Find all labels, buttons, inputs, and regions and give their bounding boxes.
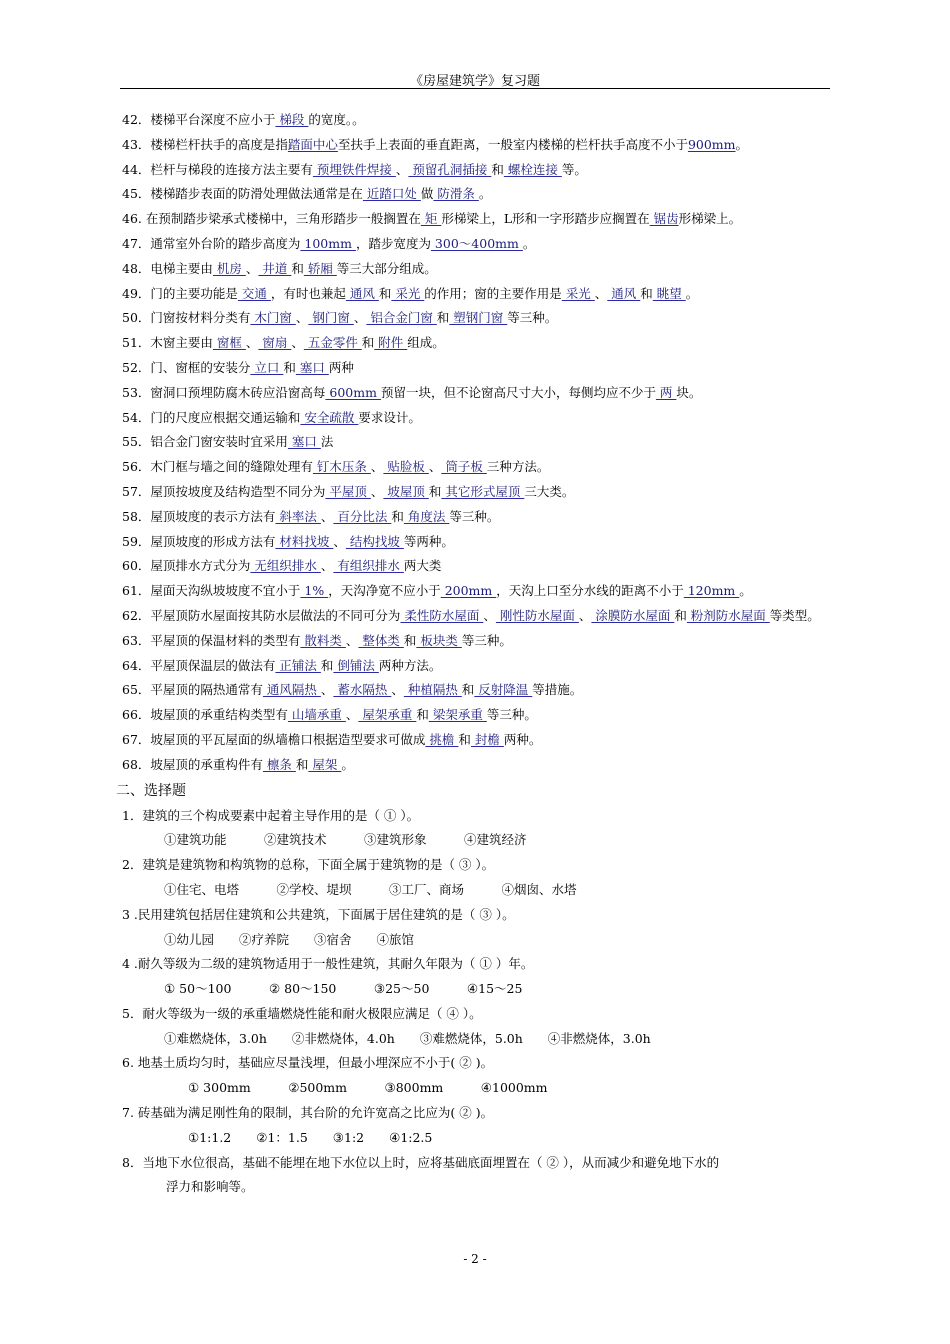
answer-text: 交通 <box>237 285 271 301</box>
answer-text: 蓄水隔热 <box>333 682 392 698</box>
question-text: 54．门的尺度应根据交通运输和 <box>122 409 301 425</box>
question-text: ，天沟净宽不应小于 <box>328 583 441 599</box>
answer-text: 120mm <box>683 583 740 599</box>
question-text: 和 <box>391 508 404 524</box>
question-text: 等三大部分组成。 <box>336 260 437 276</box>
answer-text: 柔性防水屋面 <box>400 607 484 623</box>
answer-text: 木门窗 <box>250 310 296 326</box>
question-text: 和 <box>291 260 304 276</box>
question-line <box>122 182 832 207</box>
question-line <box>122 406 832 431</box>
fill-in-blank-questions <box>122 108 832 778</box>
question-text: 和 <box>674 607 687 623</box>
question-text: 要求设计。 <box>358 409 421 425</box>
question-line <box>122 554 832 579</box>
question-text: 。 <box>739 583 752 599</box>
answer-text: 1% <box>300 583 329 599</box>
answer-text: 涂膜防水屋面 <box>591 607 675 623</box>
answer-text: 眺望 <box>652 285 686 301</box>
answer-text: 坡屋顶 <box>383 483 429 499</box>
choice-question: 2．建筑是建筑物和构筑物的总称，下面全属于建筑物的是（ ③ ）。 <box>122 857 495 873</box>
answer-text: 通风隔热 <box>262 682 321 698</box>
answer-text: 其它形式屋顶 <box>441 483 525 499</box>
answer-text: 粉剂防水屋面 <box>686 607 770 623</box>
answer-text: 梁架承重 <box>428 707 487 723</box>
question-text: 59．屋顶坡度的形成方法有 <box>122 533 276 549</box>
question-text: 51．木窗主要由 <box>122 335 213 351</box>
answer-text: 防滑条 <box>433 186 479 202</box>
question-text: 52．门、窗框的安装分 <box>122 359 251 375</box>
answer-text: 种植隔热 <box>403 682 462 698</box>
question-text: 57．屋顶按坡度及结构造型不同分为 <box>122 483 326 499</box>
answer-text: 贴脸板 <box>383 459 429 475</box>
choice-question: 3 .民用建筑包括居住建筑和公共建筑，下面属于居住建筑的是（ ③ ）。 <box>122 906 515 922</box>
question-line <box>122 430 832 455</box>
section-title: 二、选择题 <box>116 782 186 799</box>
answer-text: 100mm <box>300 235 356 251</box>
question-text: 形梯梁上。 <box>678 211 742 227</box>
question-text: 、 <box>320 682 334 698</box>
answer-text: 轿厢 <box>303 260 337 276</box>
question-line <box>122 604 832 629</box>
answer-text: 矩 <box>420 211 442 227</box>
question-text: 和 <box>416 707 429 723</box>
question-text: 和 <box>283 359 296 375</box>
question-text: 、 <box>578 607 592 623</box>
answer-text: 螺栓连接 <box>503 161 562 177</box>
choice-question: 7. 砖基础为满足刚性角的限制，其台阶的允许宽高之比应为( ② )。 <box>122 1105 494 1121</box>
choice-options: ①幼儿园 ②疗养院 ③宿舍 ④旅馆 <box>164 931 415 947</box>
choice-options: ① 300mm ②500mm ③800mm ④1000mm <box>188 1080 548 1096</box>
answer-text: 无组织排水 <box>250 558 321 574</box>
answer-text: 预埋铁件焊接 <box>312 161 396 177</box>
question-text: 和 <box>640 285 653 301</box>
question-text: 58．屋顶坡度的表示方法有 <box>122 508 276 524</box>
question-text: 66．坡屋顶的承重结构类型有 <box>122 707 288 723</box>
page-header-title: 《房屋建筑学》复习题 <box>409 74 540 89</box>
question-text: 53．窗洞口预埋防腐木砖应沿窗高每 <box>122 384 326 400</box>
question-line <box>122 703 832 728</box>
choice-options: ①难燃烧体，3.0h ②非燃烧体，4.0h ③难燃烧体，5.0h ④非燃烧体，3.0h <box>164 1030 651 1046</box>
question-text: 和 <box>361 335 375 351</box>
question-text: 等三种。 <box>486 707 537 723</box>
answer-text: 近踏口处 <box>362 186 421 202</box>
answer-text: 屋架 <box>308 756 342 772</box>
answer-text: 两 <box>655 384 677 400</box>
question-text: 和 <box>436 310 450 326</box>
answer-text: 钉木压条 <box>312 459 371 475</box>
question-text: 和 <box>295 756 309 772</box>
question-text: 、 <box>428 459 442 475</box>
choice-question: 6. 地基土质均匀时，基础应尽量浅埋，但最小埋深应不小于( ② )。 <box>122 1055 494 1071</box>
question-text: 、 <box>245 335 259 351</box>
answer-text: 附件 <box>374 335 408 351</box>
question-text: 至扶手上表面的垂直距离，一般室内楼梯的栏杆扶手高度不小于 <box>337 136 688 152</box>
question-text: 块。 <box>676 384 702 400</box>
answer-text: 采光 <box>391 285 425 301</box>
question-text: 两种 <box>328 359 354 375</box>
answer-text: 百分比法 <box>333 508 392 524</box>
page-number: - 2 - <box>463 1252 487 1266</box>
question-line <box>122 232 832 257</box>
choice-options: ① 50～100 ② 80～150 ③25～50 ④15～25 <box>164 981 523 997</box>
question-text: 。 <box>735 136 749 152</box>
question-line <box>122 654 832 679</box>
question-text: 和 <box>461 682 475 698</box>
document-body <box>116 108 832 1200</box>
header-rule <box>120 88 830 89</box>
answer-text: 安全疏散 <box>300 409 359 425</box>
question-text: 43．楼梯栏杆扶手的高度是指 <box>122 136 288 152</box>
question-line <box>122 108 832 133</box>
answer-text: 钢门窗 <box>308 310 354 326</box>
question-line <box>122 530 832 555</box>
answer-text: 塑钢门窗 <box>449 310 508 326</box>
question-text: 三大类。 <box>524 483 575 499</box>
question-text: 、 <box>594 285 608 301</box>
question-text: 等类型。 <box>769 607 820 623</box>
answer-text: 挑檐 <box>425 731 459 747</box>
answer-text: 有组织排水 <box>333 558 404 574</box>
answer-text: 正铺法 <box>275 657 321 673</box>
question-line <box>122 356 832 381</box>
question-text: 两种。 <box>503 731 542 747</box>
answer-text: 立口 <box>250 359 284 375</box>
answer-text: 屋架承重 <box>358 707 417 723</box>
question-text: 。 <box>341 756 354 772</box>
question-text: 、 <box>395 161 409 177</box>
question-text: 、 <box>345 707 359 723</box>
question-text: 两大类 <box>403 558 442 574</box>
question-text: 三种方法。 <box>486 459 550 475</box>
question-text: 、 <box>245 260 259 276</box>
question-text: 形梯梁上，L形和一字形踏步应搁置在 <box>441 211 650 227</box>
question-text: 46. 在预制踏步梁承式楼梯中，三角形踏步一般搁置在 <box>122 211 421 227</box>
choice-options: ①1:1.2 ②1：1.5 ③1:2 ④1:2.5 <box>188 1129 433 1145</box>
answer-text: 通风 <box>607 285 641 301</box>
question-text: 45．楼梯踏步表面的防滑处理做法通常是在 <box>122 186 363 202</box>
answer-text: 通风 <box>345 285 379 301</box>
answer-text: 反射降温 <box>474 682 533 698</box>
question-text: 、 <box>353 310 367 326</box>
answer-text: 预留孔洞插接 <box>408 161 492 177</box>
question-text: 和 <box>458 731 471 747</box>
question-line <box>122 505 832 530</box>
question-text: 55．铝合金门窗安装时宜采用 <box>122 434 288 450</box>
question-line <box>122 306 832 331</box>
question-text: 预留一块，但不论窗高尺寸大小，每侧均应不少于 <box>380 384 656 400</box>
question-8-line-1: 8．当地下水位很高，基础不能埋在地下水位以上时，应将基础底面埋置在（ ② ），从而减少和避免地下水的 <box>122 1154 720 1170</box>
question-text: 60．屋顶排水方式分为 <box>122 558 251 574</box>
answer-text: 刚性防水屋面 <box>495 607 579 623</box>
choice-question: 1．建筑的三个构成要素中起着主导作用的是（ ① ）。 <box>122 807 420 823</box>
answer-text: 900mm <box>687 136 736 152</box>
answer-text: 锯齿 <box>649 211 679 227</box>
question-line <box>122 381 832 406</box>
choice-options: ①建筑功能 ②建筑技术 ③建筑形象 ④建筑经济 <box>164 832 527 848</box>
answer-text: 斜率法 <box>275 508 321 524</box>
answer-text: 封檐 <box>470 731 504 747</box>
question-text: 和 <box>428 483 442 499</box>
question-text: 法 <box>320 434 334 450</box>
question-text: 。 <box>685 285 699 301</box>
question-text: 等两种。 <box>403 533 454 549</box>
answer-text: 铝合金门窗 <box>366 310 437 326</box>
question-line <box>122 455 832 480</box>
question-line <box>122 331 832 356</box>
answer-text: 600mm <box>325 384 381 400</box>
question-line <box>122 207 832 232</box>
question-text: 组成。 <box>407 335 445 351</box>
question-text: 、 <box>291 335 304 351</box>
question-text: 、 <box>345 632 359 648</box>
question-text: 、 <box>483 607 496 623</box>
question-text: 、 <box>333 533 346 549</box>
question-text: 等。 <box>561 161 587 177</box>
question-line <box>122 728 832 753</box>
question-text: 和 <box>378 285 392 301</box>
question-text: 42．楼梯平台深度不应小于 <box>122 112 276 127</box>
question-text: ，天沟上口至分水线的距离不小于 <box>496 583 684 599</box>
question-text: 47．通常室外台阶的踏步高度为 <box>122 235 301 251</box>
choice-options: ①住宅、电塔 ②学校、堤坝 ③工厂、商场 ④烟囱、水塔 <box>164 881 577 897</box>
question-text: 、 <box>370 459 384 475</box>
question-text: 50．门窗按材料分类有 <box>122 310 251 326</box>
question-text: 48．电梯主要由 <box>122 260 213 276</box>
question-text: 和 <box>403 632 417 648</box>
question-text: 64．平屋顶保温层的做法有 <box>122 657 276 673</box>
question-text: 等三种。 <box>507 310 558 326</box>
answer-text: 300～400mm <box>430 235 523 251</box>
answer-text: 筒子板 <box>441 459 487 475</box>
answer-text: 整体类 <box>358 632 404 648</box>
question-text: 、 <box>320 558 334 574</box>
question-text: 62．平屋顶防水屋面按其防水层做法的不同可分为 <box>122 607 401 623</box>
question-text: 63．平屋顶的保温材料的类型有 <box>122 632 301 648</box>
question-text: 44．栏杆与梯段的连接方法主要有 <box>122 161 313 177</box>
question-text: 。 <box>478 186 492 202</box>
question-text: 等措施。 <box>532 682 583 698</box>
question-text: 做 <box>420 186 434 202</box>
answer-text: 200mm <box>440 583 497 599</box>
question-text: 、 <box>370 483 384 499</box>
answer-text: 五金零件 <box>303 335 362 351</box>
question-text: 和 <box>320 657 334 673</box>
question-text: 、 <box>320 508 334 524</box>
question-line <box>122 282 832 307</box>
question-text: 67．坡屋顶的平瓦屋面的纵墙檐口根据造型要求可做成 <box>122 731 426 747</box>
question-text: 61．屋面天沟纵坡坡度不宜小于 <box>122 583 301 599</box>
answer-text: 塞口 <box>295 359 329 375</box>
answer-text: 采光 <box>561 285 595 301</box>
answer-text: 散料类 <box>300 632 346 648</box>
answer-text: 机房 <box>212 260 246 276</box>
answer-text: 檩条 <box>262 756 296 772</box>
question-text: 65．平屋顶的隔热通常有 <box>122 682 263 698</box>
question-text: 和 <box>491 161 504 177</box>
question-line <box>122 480 832 505</box>
question-text: 、 <box>391 682 404 698</box>
question-text: ，有时也兼起 <box>270 285 346 301</box>
question-line <box>122 753 832 778</box>
multiple-choice-questions <box>122 804 832 1151</box>
question-line <box>122 257 832 282</box>
question-line <box>122 158 832 183</box>
answer-text: 倒铺法 <box>333 657 379 673</box>
answer-text: 踏面中心 <box>287 136 338 152</box>
question-line <box>122 629 832 654</box>
question-text: 两种方法。 <box>378 657 442 673</box>
answer-text: 材料找坡 <box>275 533 334 549</box>
question-text: 49．门的主要功能是 <box>122 285 238 301</box>
answer-text: 井道 <box>258 260 292 276</box>
answer-text: 山墙承重 <box>287 707 346 723</box>
question-text: 等三种。 <box>449 508 500 524</box>
answer-text: 平屋顶 <box>325 483 371 499</box>
question-text: 等三种。 <box>461 632 512 648</box>
question-text: ，踏步宽度为 <box>355 235 431 251</box>
answer-text: 梯段 <box>275 112 309 127</box>
question-text: 。 <box>522 235 536 251</box>
question-line <box>122 678 832 703</box>
answer-text: 窗框 <box>212 335 246 351</box>
question-text: 的作用；窗的主要作用是 <box>424 285 562 301</box>
answer-text: 窗扇 <box>258 335 292 351</box>
answer-text: 角度法 <box>403 508 450 524</box>
question-text: 68．坡屋顶的承重构件有 <box>122 756 263 772</box>
question-text: 56．木门框与墙之间的缝隙处理有 <box>122 459 313 475</box>
question-text: 的宽度。。 <box>308 112 365 127</box>
choice-question: 4 .耐久等级为二级的建筑物适用于一般性建筑，其耐久年限为（ ① ）年。 <box>122 956 534 972</box>
choice-question: 5．耐火等级为一级的承重墙燃烧性能和耐火极限应满足（ ④ ）。 <box>122 1005 482 1021</box>
question-text: 、 <box>295 310 309 326</box>
question-8-line-2: 浮力和影响等。 <box>166 1179 254 1195</box>
question-line <box>122 579 832 604</box>
answer-text: 结构找坡 <box>345 533 404 549</box>
answer-text: 塞口 <box>287 434 321 450</box>
question-line <box>122 133 832 158</box>
answer-text: 板块类 <box>416 632 462 648</box>
